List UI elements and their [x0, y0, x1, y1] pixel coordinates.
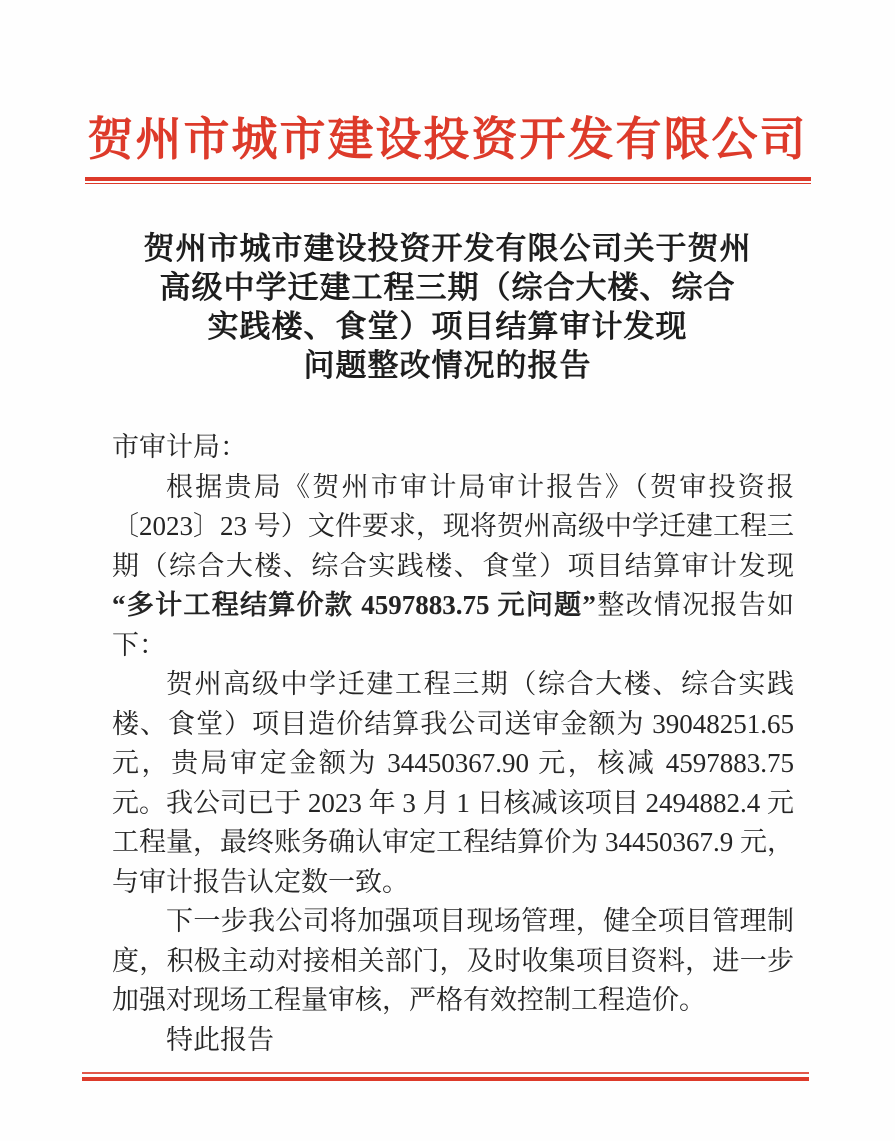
paragraph — [112, 468, 794, 666]
body-paragraphs — [112, 468, 794, 1061]
paragraph — [112, 902, 794, 1021]
paragraph-segment: “多计工程结算价款 4597883.75 元问题” — [112, 590, 596, 620]
letterhead-divider-thin-line — [85, 183, 811, 184]
document-title-line: 高级中学迁建工程三期（综合大楼、综合 — [159, 270, 736, 305]
footer-divider — [82, 1072, 809, 1081]
paragraph-segment: 整改情况报告如下： — [112, 590, 795, 660]
document-title-line: 实践楼、食堂）项目结算审计发现 — [207, 309, 688, 344]
paragraph-segment: 特此报告 — [166, 1024, 274, 1055]
paragraph-segment: 根据贵局《贺州市审计局审计报告》（贺审投资报〔2023〕23 号）文件要求，现将贺州高级中学迁建工程三期（综合大楼、综合实践楼、食堂）项目结算审计发现 — [112, 471, 794, 581]
document-title-line: 问题整改情况的报告 — [303, 348, 592, 383]
document-title — [60, 229, 835, 385]
document-title-line: 贺州市城市建设投资开发有限公司关于贺州 — [143, 231, 752, 266]
letterhead-company-name: 贺州市城市建设投资开发有限公司 — [87, 114, 808, 165]
paragraph-segment: 下一步我公司将加强项目现场管理，健全项目管理制度，积极主动对接相关部门，及时收集项目资料，进一步加强对现场工程量审核，严格有效控制工程造价。 — [112, 906, 794, 1015]
letterhead-divider — [85, 177, 811, 184]
salutation: 市审计局： — [112, 432, 247, 462]
document-body — [112, 428, 794, 1060]
footer-divider-thin-line — [82, 1072, 809, 1074]
paragraph-segment: 贺州高级中学迁建工程三期（综合大楼、综合实践楼、食堂）项目造价结算我公司送审金额为 39048251.65 元，贵局审定金额为 34450367.90 元，核减 4597883.75 元。我公司已于 2023 年 3 月 1 日核减该项目 2494882.4 元工程量，最终账务确认审定工程结算价为 34450367.9 元，与审计报告认定数一致。 — [112, 669, 794, 897]
footer-divider-thick-line — [82, 1077, 809, 1081]
paragraph — [112, 1021, 794, 1061]
paragraph — [112, 665, 794, 902]
